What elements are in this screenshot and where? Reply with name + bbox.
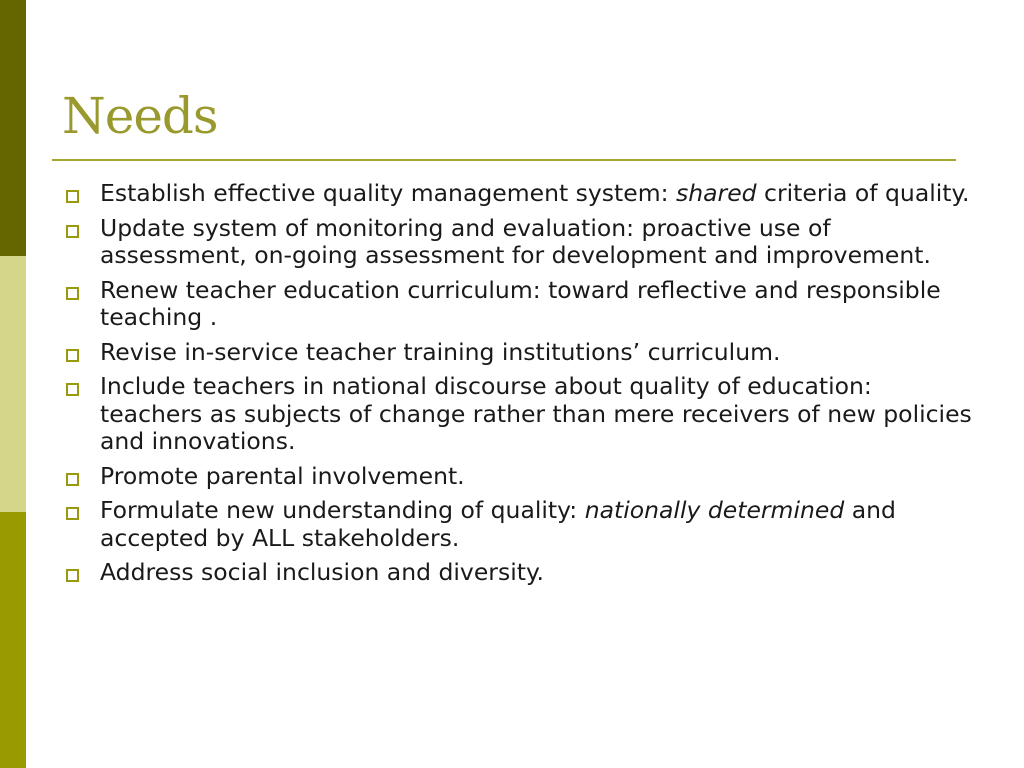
bullet-item xyxy=(62,215,972,270)
bullet-item xyxy=(62,339,972,367)
bullet-item xyxy=(62,497,972,552)
bullet-emphasis: shared xyxy=(676,179,757,207)
slide-title: Needs xyxy=(62,87,218,145)
bullet-text: Update system of monitoring and evaluation: proactive use of assessment, on-going assessment for development and improvement. xyxy=(100,213,931,269)
bullet-text: and accepted by ALL stakeholders. xyxy=(100,496,896,552)
bullet-item xyxy=(62,277,972,332)
bullet-text: Renew teacher education curriculum: toward reflective and responsible teaching . xyxy=(100,275,941,331)
bullet-text: Address social inclusion and diversity. xyxy=(100,558,544,586)
title-divider xyxy=(52,159,956,161)
square-bullet-icon xyxy=(66,287,79,300)
square-bullet-icon xyxy=(66,349,79,362)
bullet-text: Revise in-service teacher training institutions’ curriculum. xyxy=(100,337,781,366)
bullet-item xyxy=(62,373,972,456)
square-bullet-icon xyxy=(66,383,79,396)
bullet-list xyxy=(62,180,972,594)
bullet-text: Include teachers in national discourse about quality of education: teachers as subjects of change rather than mere receivers of new policies and innovations. xyxy=(100,372,972,455)
square-bullet-icon xyxy=(66,225,79,238)
square-bullet-icon xyxy=(66,473,79,486)
side-bar-dark xyxy=(0,0,26,256)
side-bar-mid xyxy=(0,512,26,768)
square-bullet-icon xyxy=(66,569,79,582)
bullet-text: Promote parental involvement. xyxy=(100,461,465,490)
side-bar-light xyxy=(0,256,26,512)
bullet-emphasis: nationally determined xyxy=(584,496,845,524)
square-bullet-icon xyxy=(66,507,79,520)
bullet-item xyxy=(62,559,972,587)
bullet-text: Establish effective quality management system: xyxy=(100,179,676,207)
bullet-item xyxy=(62,180,972,208)
bullet-item xyxy=(62,463,972,491)
square-bullet-icon xyxy=(66,190,79,203)
bullet-text: criteria of quality. xyxy=(756,179,970,207)
bullet-text: Formulate new understanding of quality: xyxy=(100,496,585,524)
